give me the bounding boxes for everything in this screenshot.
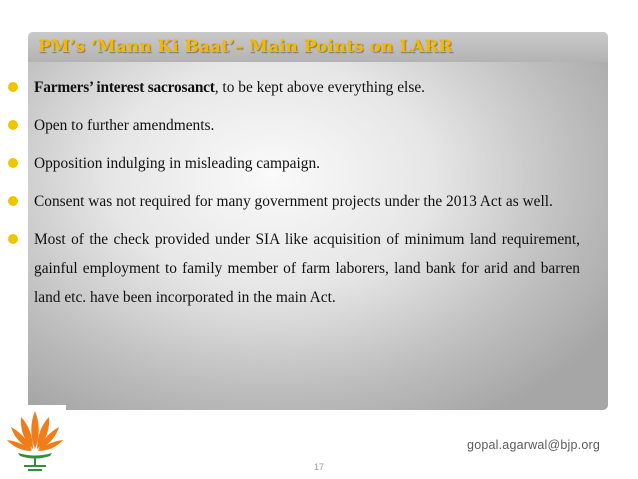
slide-title: PM’s ‘Mann Ki Baat’– Main Points on LARR xyxy=(38,37,453,57)
bullet-text: Consent was not required for many government projects under the 2013 Act as well. xyxy=(34,193,553,210)
page-number: 17 xyxy=(313,462,324,472)
bullet-text: , to be kept above everything else. xyxy=(214,79,426,96)
bullet-text: Most of the check provided under SIA like acquisition of minimum land requirement, gainful employment to family member of farm laborers, land bank for arid and barren land etc. have been incorporated in the main Act. xyxy=(34,231,580,306)
bullet-item xyxy=(8,225,580,312)
bullet-item xyxy=(8,73,580,102)
bullet-text: Opposition indulging in misleading campaign. xyxy=(34,155,320,172)
bullet-item xyxy=(8,187,580,216)
bullet-item xyxy=(8,111,580,140)
bullet-text: Open to further amendments. xyxy=(34,117,215,134)
bullet-list xyxy=(8,73,580,321)
bullet-item xyxy=(8,149,580,178)
bullet-emphasis: Farmers’ interest sacrosanct xyxy=(34,79,215,96)
footer-email: gopal.agarwal@bjp.org xyxy=(467,438,600,452)
